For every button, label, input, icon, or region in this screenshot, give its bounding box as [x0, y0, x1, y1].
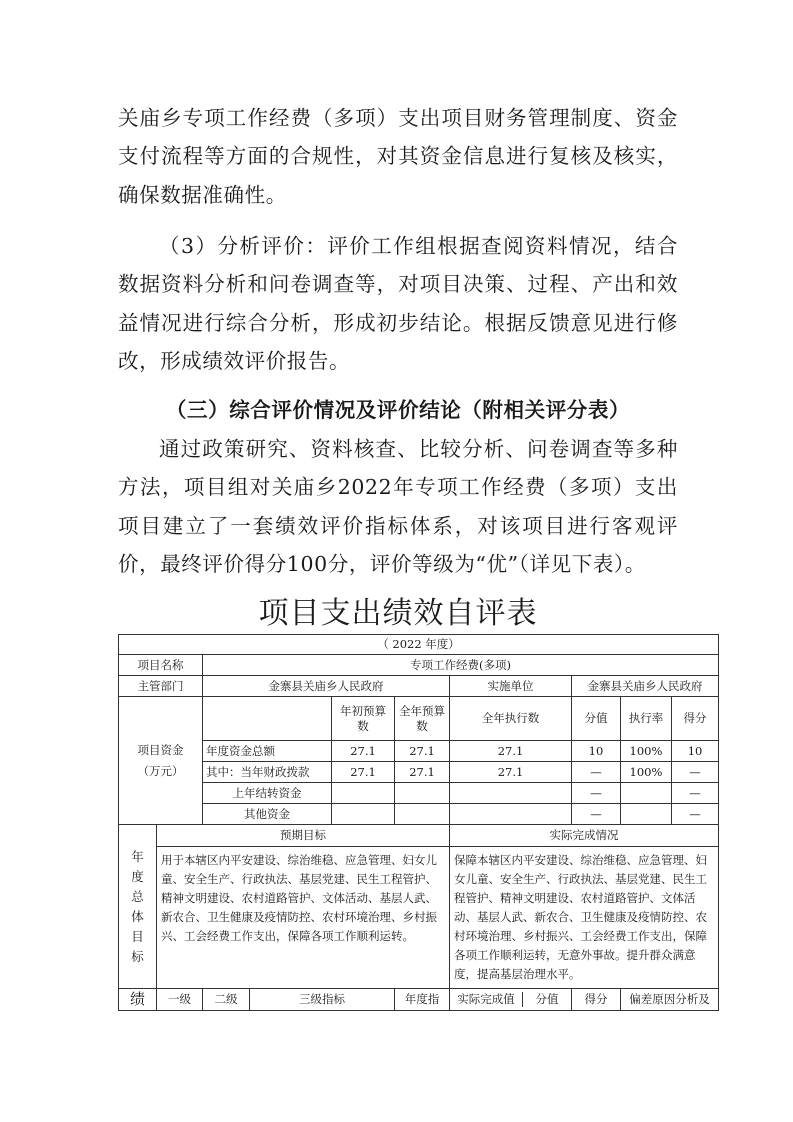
- funds-row-score: 10: [672, 741, 719, 762]
- paragraph-conclusion: 通过政策研究、资料核查、比较分析、问卷调查等多种方法，项目组对关庙乡2022年专项工作经费（多项）支出项目建立了一套绩效评价指标体系，对该项目进行客观评价，最终评价得分100分，评价等级为“优”（详见下表）。: [118, 437, 678, 576]
- funds-row-rate: [621, 783, 672, 804]
- actual-value-label: 实际完成值: [457, 992, 515, 1006]
- funds-row-score: —: [672, 783, 719, 804]
- funds-row-score-value: —: [572, 804, 621, 825]
- annual-target-header: 年度指: [395, 989, 450, 1011]
- paragraph-analysis: （3）分析评价：评价工作组根据查阅资料情况，结合数据资料分析和问卷调查等，对项目决策、过程、产出和效益情况进行综合分析，形成初步结论。根据反馈意见进行修改，形成绩效评价报告。: [118, 234, 678, 373]
- header-score: 得分: [672, 697, 719, 741]
- indicator-level1-header: 一级: [157, 989, 203, 1011]
- header-score-value: 分值: [572, 697, 621, 741]
- funds-row-name: 年度资金总额: [203, 741, 332, 762]
- table-row: [119, 783, 719, 804]
- expected-goal-text: 用于本辖区内平安建设、综治维稳、应急管理、妇女儿童、安全生产、行政执法、基层党建、民生工程管护、精神文明建设、农村道路管护、文体活动、基层人武、新农合、卫生健康及疫情防控、农村环境治理、乡村振兴、工会经费工作支出，保障各项工作顺利运转。: [157, 847, 450, 989]
- funds-label: [119, 697, 203, 825]
- indicator-score-header: 得分: [572, 989, 621, 1011]
- funds-row-executed: [450, 783, 572, 804]
- funds-row-rate: [621, 804, 672, 825]
- funds-label-line1: 项目资金: [137, 742, 184, 757]
- table-row: [119, 741, 719, 762]
- goals-side-char: 总: [131, 888, 144, 904]
- table-year: （ 2022 年度）: [119, 635, 719, 655]
- table-row: [119, 804, 719, 825]
- section-heading: （三）综合评价情况及评价结论（附相关评分表）: [165, 398, 631, 422]
- indicator-score-value-header: 分值: [522, 992, 571, 1007]
- funds-row-score-value: 10: [572, 741, 621, 762]
- indicator-side-label: 绩: [119, 989, 157, 1011]
- impl-label: 实施单位: [450, 676, 572, 697]
- table-row: [119, 762, 719, 783]
- deviation-header: 偏差原因分析及: [621, 989, 719, 1011]
- actual-result-text: 保障本辖区内平安建设、综治维稳、应急管理、妇女儿童、安全生产、行政执法、基层党建、民生工程管护、精神文明建设、农村道路管护、文体活动、基层人武、新农合、卫生健康及疫情防控、农村环境治理、乡村振兴、工会经费工作支出，保障各项工作顺利运转，无意外事故。提升群众满意度，提高基层治理水平。: [450, 847, 719, 989]
- project-name-label: 项目名称: [119, 655, 203, 676]
- paragraph-method-compliance: 关庙乡专项工作经费（多项）支出项目财务管理制度、资金支付流程等方面的合规性，对其资金信息进行复核及核实，确保数据准确性。: [118, 106, 678, 207]
- actual-result-header: 实际完成情况: [450, 825, 719, 847]
- header-exec-rate: 执行率: [621, 697, 672, 741]
- goals-side-char: 体: [131, 908, 144, 924]
- table-title: 项目支出绩效自评表: [258, 596, 538, 631]
- impl-value: 金寨县关庙乡人民政府: [572, 676, 719, 697]
- funds-row-score-value: —: [572, 783, 621, 804]
- actual-value-header: [450, 989, 572, 1011]
- funds-row-initial: 27.1: [332, 762, 395, 783]
- funds-row-executed: [450, 804, 572, 825]
- funds-row-name: 上年结转资金: [203, 783, 332, 804]
- dept-label: 主管部门: [119, 676, 203, 697]
- header-initial-budget: 年初预算数: [332, 697, 395, 741]
- project-name-value: 专项工作经费(多项): [203, 655, 719, 676]
- funds-row-score: —: [672, 762, 719, 783]
- funds-row-annual: [395, 804, 450, 825]
- indicator-level3-header: 三级指标: [250, 989, 395, 1011]
- funds-row-initial: 27.1: [332, 741, 395, 762]
- funds-label-line2: （万元）: [137, 763, 184, 778]
- funds-header-blank: [203, 697, 332, 741]
- funds-row-annual: 27.1: [395, 762, 450, 783]
- funds-row-initial: [332, 783, 395, 804]
- funds-row-initial: [332, 804, 395, 825]
- funds-row-name: 其中：当年财政拨款: [203, 762, 332, 783]
- header-executed: 全年执行数: [450, 697, 572, 741]
- header-annual-budget: 全年预算数: [395, 697, 450, 741]
- goals-side-label: [119, 825, 157, 989]
- self-evaluation-table: [118, 634, 719, 1011]
- goals-side-char: 度: [131, 868, 144, 884]
- funds-row-executed: 27.1: [450, 741, 572, 762]
- funds-row-score-value: —: [572, 762, 621, 783]
- goals-side-char: 年: [131, 848, 144, 864]
- funds-row-rate: 100%: [621, 762, 672, 783]
- goals-side-char: 标: [131, 948, 144, 964]
- dept-value: 金寨县关庙乡人民政府: [203, 676, 450, 697]
- funds-row-annual: [395, 783, 450, 804]
- funds-row-name: 其他资金: [203, 804, 332, 825]
- funds-row-executed: 27.1: [450, 762, 572, 783]
- indicator-level2-header: 二级: [203, 989, 250, 1011]
- funds-row-rate: 100%: [621, 741, 672, 762]
- funds-row-score: —: [672, 804, 719, 825]
- goals-side-char: 目: [131, 928, 144, 944]
- funds-row-annual: 27.1: [395, 741, 450, 762]
- expected-goal-header: 预期目标: [157, 825, 450, 847]
